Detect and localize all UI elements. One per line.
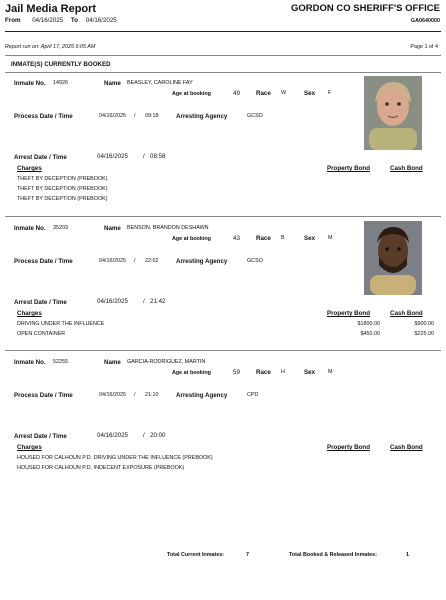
inmate-divider: [5, 216, 441, 217]
total-current-value: 7: [246, 552, 249, 558]
age-label: Age at booking: [172, 91, 211, 97]
arrest-slash: /: [143, 432, 145, 439]
section-divider-bottom: [5, 72, 441, 73]
from-date: 04/16/2025: [32, 17, 64, 24]
agency-label: Arresting Agency: [176, 113, 228, 120]
charge-description: DRIVING UNDER THE INFLUENCE: [17, 321, 105, 327]
charge-property-bond: $450.00: [360, 331, 380, 337]
sex-value: M: [328, 235, 333, 241]
to-label: To: [70, 17, 79, 24]
page-number: Page 1 of 4: [410, 44, 438, 50]
arrest-time: 08:58: [150, 153, 166, 160]
total-booked-label: Total Booked & Released Inmates:: [289, 552, 377, 558]
inmate-no-label: Inmate No.: [14, 359, 46, 366]
inmate-no: 14926: [53, 80, 68, 86]
charge-row: [17, 186, 108, 192]
sex-value: M: [328, 369, 333, 375]
cash-bond-header: Cash Bond: [390, 444, 423, 451]
agency-name: GORDON CO SHERIFF'S OFFICE: [291, 3, 440, 14]
inmate-no-label: Inmate No.: [14, 225, 46, 232]
inmate-no: 52255: [53, 359, 68, 365]
arrest-date: 04/16/2025: [97, 153, 128, 160]
report-title: Jail Media Report: [5, 3, 97, 15]
section-divider-top: [5, 55, 441, 56]
age-label: Age at booking: [172, 370, 211, 376]
charge-row: [17, 196, 108, 202]
process-slash: /: [134, 113, 136, 119]
charge-cash-bond: $900.00: [414, 321, 434, 327]
inmate-photo: [364, 221, 422, 295]
age-label: Age at booking: [172, 236, 211, 242]
inmate-divider: [5, 350, 441, 351]
process-label: Process Date / Time: [14, 258, 73, 265]
arrest-date: 04/16/2025: [97, 432, 128, 439]
arrest-slash: /: [143, 298, 145, 305]
charge-row: [17, 321, 104, 327]
age-value: 59: [233, 369, 240, 376]
process-slash: /: [134, 392, 136, 398]
race-label: Race: [256, 369, 271, 376]
process-date: 04/16/2025: [99, 258, 126, 264]
charge-description: THEFT BY DECEPTION (PREBOOK): [17, 196, 108, 202]
to-date: 04/16/2025: [85, 17, 117, 24]
charge-cash-bond: $225.00: [414, 331, 434, 337]
inmate-name: BEASLEY, CAROLINE FAY: [127, 80, 193, 86]
race-value: W: [281, 90, 287, 96]
inmate-no-label: Inmate No.: [14, 80, 46, 87]
arrest-time: 21:42: [150, 298, 166, 305]
charge-row: [17, 455, 213, 461]
property-bond-header: Property Bond: [327, 310, 370, 317]
age-value: 49: [233, 90, 240, 97]
inmate-name: GARCIA-RODRIGUEZ, MARTIN: [127, 359, 206, 365]
property-bond-header: Property Bond: [327, 165, 370, 172]
arrest-label: Arrest Date / Time: [14, 299, 67, 306]
inmate-no: 35203: [53, 225, 68, 231]
charge-row: [17, 331, 65, 337]
charge-description: HOUSED FOR CALHOUN P.D. INDECENT EXPOSURE (PREBOOK): [17, 465, 185, 471]
arrest-date: 04/16/2025: [97, 298, 128, 305]
section-title: INMATE(S) CURRENTLY BOOKED: [11, 61, 111, 68]
arrest-slash: /: [143, 153, 145, 160]
sex-label: Sex: [304, 90, 316, 97]
sex-label: Sex: [304, 235, 316, 242]
charge-description: OPEN CONTAINER: [17, 331, 66, 337]
process-time: 22:02: [145, 258, 159, 264]
date-range: [5, 17, 117, 24]
charge-description: THEFT BY DECEPTION (PREBOOK): [17, 176, 108, 182]
charges-header: Charges: [17, 165, 42, 172]
name-label: Name: [104, 225, 121, 232]
process-label: Process Date / Time: [14, 113, 73, 120]
charge-description: THEFT BY DECEPTION (PREBOOK): [17, 186, 108, 192]
process-date: 04/16/2025: [99, 392, 126, 398]
from-label: From: [5, 17, 21, 24]
cash-bond-header: Cash Bond: [390, 310, 423, 317]
charge-row: [17, 176, 108, 182]
charge-property-bond: $1800.00: [357, 321, 380, 327]
inmate-name: BENSON, BRANDON DESHAWN: [127, 225, 209, 231]
race-value: B: [281, 235, 285, 241]
agency-label: Arresting Agency: [176, 258, 228, 265]
total-booked-value: 1: [406, 552, 409, 558]
run-on-text: Report run on: April 17, 2025 6:05 AM: [5, 44, 96, 50]
charges-header: Charges: [17, 444, 42, 451]
agency-code: GA0640000: [410, 18, 440, 24]
total-current-label: Total Current Inmates:: [167, 552, 225, 558]
header-divider: [5, 31, 441, 32]
inmate-photo: [364, 76, 422, 150]
race-label: Race: [256, 235, 271, 242]
age-value: 43: [233, 235, 240, 242]
process-date: 04/16/2025: [99, 113, 126, 119]
process-label: Process Date / Time: [14, 392, 73, 399]
process-slash: /: [134, 258, 136, 264]
cash-bond-header: Cash Bond: [390, 165, 423, 172]
process-time: 21:10: [145, 392, 159, 398]
sex-label: Sex: [304, 369, 316, 376]
agency-value: GCSO: [247, 258, 263, 264]
arrest-time: 20:00: [150, 432, 166, 439]
arrest-label: Arrest Date / Time: [14, 154, 67, 161]
agency-value: GCSO: [247, 113, 263, 119]
charge-row: [17, 465, 184, 471]
charge-description: HOUSED FOR CALHOUN P.D. DRIVING UNDER THE INFLUENCE (PREBOOK): [17, 455, 213, 461]
race-value: H: [281, 369, 285, 375]
agency-value: CPD: [247, 392, 259, 398]
charges-header: Charges: [17, 310, 42, 317]
arrest-label: Arrest Date / Time: [14, 433, 67, 440]
name-label: Name: [104, 359, 121, 366]
sex-value: F: [328, 90, 332, 96]
property-bond-header: Property Bond: [327, 444, 370, 451]
agency-label: Arresting Agency: [176, 392, 228, 399]
race-label: Race: [256, 90, 271, 97]
process-time: 09:18: [145, 113, 159, 119]
name-label: Name: [104, 80, 121, 87]
